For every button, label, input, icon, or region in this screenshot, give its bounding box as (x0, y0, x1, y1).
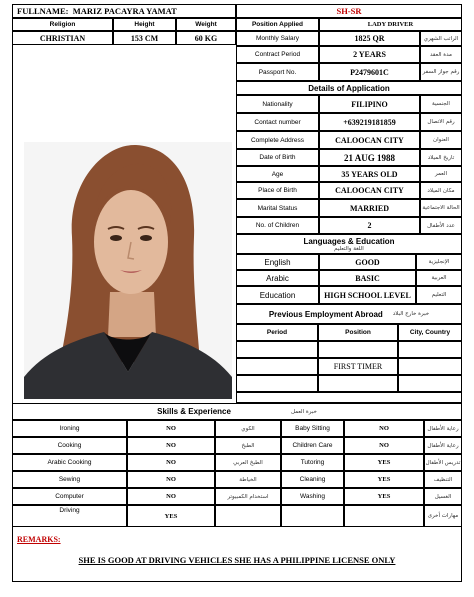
education-value: HIGH SCHOOL LEVEL (319, 286, 416, 304)
employment-cell (236, 341, 318, 358)
skill-babysitting-label: Baby Sitting (281, 420, 344, 437)
skill-childcare-value: NO (344, 437, 424, 454)
reference-code: SH-SR (236, 4, 462, 18)
height-value: 153 CM (113, 31, 176, 45)
passport-label: Passport No. (236, 63, 319, 81)
remarks-label: REMARKS: (17, 535, 61, 544)
remarks-text: SHE IS GOOD AT DRIVING VEHICLES SHE HAS A PHILIPPINE LICENSE ONLY (78, 555, 396, 565)
skill-cooking-label: Cooking (12, 437, 127, 454)
employment-title-arabic: خبرة خارج البلاد (392, 311, 430, 317)
languages-title: Languages & Education (303, 236, 395, 246)
employment-title: Previous Employment Abroad (268, 309, 383, 319)
city-country-header: City, Country (398, 324, 462, 341)
dob-value: 21 AUG 1988 (319, 149, 420, 166)
contract-label: Contract Period (236, 46, 319, 63)
skill-washing-value: YES (344, 488, 424, 505)
nationality-label: Nationality (236, 95, 319, 113)
skill-washing-label: Washing (281, 488, 344, 505)
skill-tutoring-label: Tutoring (281, 454, 344, 471)
english-label: English (236, 254, 319, 270)
skill-washing-arabic: الغسيل (424, 488, 462, 505)
skill-babysitting-arabic: رعاية الأطفال (424, 420, 462, 437)
marital-value: MARRIED (319, 199, 420, 217)
employment-cell (398, 358, 462, 375)
education-label: Education (236, 286, 319, 304)
contract-value: 2 YEARS (319, 46, 420, 63)
skill-other-arabic: مهارات أخرى (424, 505, 462, 527)
religion-header: Religion (12, 18, 113, 31)
skill-driving-arabic (215, 505, 281, 527)
english-value: GOOD (319, 254, 416, 270)
salary-arabic: الراتب الشهري (420, 31, 462, 46)
skill-ironing-value: NO (127, 420, 215, 437)
skill-tutoring-arabic: تدريس الأطفال (424, 454, 462, 471)
dob-label: Date of Birth (236, 149, 319, 166)
skill-arabic-cooking-label: Arabic Cooking (12, 454, 127, 471)
religion-value: CHRISTIAN (12, 31, 113, 45)
languages-title-arabic: اللغة والتعليم (334, 245, 364, 252)
marital-arabic: الحالة الاجتماعية (420, 199, 462, 217)
skills-title: Skills & Experience (157, 407, 231, 416)
salary-value: 1825 QR (319, 31, 420, 46)
position-label: Position Applied (236, 18, 319, 31)
employment-cell (236, 375, 318, 392)
fullname-label: FULLNAME: (17, 6, 69, 16)
skill-tutoring-value: YES (344, 454, 424, 471)
skill-arabic-cooking-value: NO (127, 454, 215, 471)
skill-cooking-value: NO (127, 437, 215, 454)
dob-arabic: تاريخ الميلاد (420, 149, 462, 166)
employment-title-cell (236, 304, 462, 324)
applicant-photo (24, 142, 232, 399)
nationality-arabic: الجنسية (420, 95, 462, 113)
children-label: No. of Children (236, 217, 319, 234)
salary-label: Monthly Salary (236, 31, 319, 46)
skill-cleaning-value: YES (344, 471, 424, 488)
skill-sewing-label: Sewing (12, 471, 127, 488)
employment-spacer (236, 392, 462, 403)
skill-driving-label: Driving (12, 505, 127, 527)
education-arabic: التعليم (416, 286, 462, 304)
contact-arabic: رقم الاتصال (420, 113, 462, 131)
arabic-arabic: العربية (416, 270, 462, 286)
skill-other-value (344, 505, 424, 527)
passport-value: P2479601C (319, 63, 420, 81)
skill-driving-value: YES (127, 505, 215, 527)
children-arabic: عدد الأطفال (420, 217, 462, 234)
skill-sewing-arabic: الخياطة (215, 471, 281, 488)
skill-computer-label: Computer (12, 488, 127, 505)
skill-other-label (281, 505, 344, 527)
position-header: Position (318, 324, 398, 341)
contact-label: Contact number (236, 113, 319, 131)
weight-header: Weight (176, 18, 236, 31)
arabic-value: BASIC (319, 270, 416, 286)
skill-childcare-label: Children Care (281, 437, 344, 454)
skill-computer-arabic: استخدام الكمبيوتر (215, 488, 281, 505)
skill-cleaning-arabic: التنظيف (424, 471, 462, 488)
address-arabic: العنوان (420, 131, 462, 149)
skill-sewing-value: NO (127, 471, 215, 488)
fullname-value: MARIZ PACAYRA YAMAT (72, 6, 177, 16)
employment-cell (318, 341, 398, 358)
employment-cell (236, 358, 318, 375)
contract-arabic: مدة العقد (420, 46, 462, 63)
age-value: 35 YEARS OLD (319, 166, 420, 182)
contact-value: +639219181859 (319, 113, 420, 131)
arabic-label: Arabic (236, 270, 319, 286)
skill-cleaning-label: Cleaning (281, 471, 344, 488)
height-header: Height (113, 18, 176, 31)
address-label: Complete Address (236, 131, 319, 149)
skills-title-arabic: خبرة العمل (290, 408, 317, 415)
skill-ironing-label: Ironing (12, 420, 127, 437)
weight-value: 60 KG (176, 31, 236, 45)
age-label: Age (236, 166, 319, 182)
skill-cooking-arabic: الطبخ (215, 437, 281, 454)
pob-label: Place of Birth (236, 182, 319, 199)
employment-cell (318, 375, 398, 392)
languages-title-cell (236, 234, 462, 254)
employment-cell (398, 341, 462, 358)
skills-title-cell (12, 403, 462, 420)
skill-arabic-cooking-arabic: الطبخ العربي (215, 454, 281, 471)
pob-arabic: مكان الميلاد (420, 182, 462, 199)
employment-entry: FIRST TIMER (318, 358, 398, 375)
age-arabic: العمر (420, 166, 462, 182)
nationality-value: FILIPINO (319, 95, 420, 113)
skill-babysitting-value: NO (344, 420, 424, 437)
position-value: LADY DRIVER (319, 18, 462, 31)
english-arabic: الإنجليزية (416, 254, 462, 270)
skill-childcare-arabic: رعاية الأطفال (424, 437, 462, 454)
fullname-cell (12, 4, 236, 18)
skill-computer-value: NO (127, 488, 215, 505)
marital-label: Marital Status (236, 199, 319, 217)
passport-arabic: رقم جواز السفر (420, 63, 462, 81)
period-header: Period (236, 324, 318, 341)
address-value: CALOOCAN CITY (319, 131, 420, 149)
children-value: 2 (319, 217, 420, 234)
skill-ironing-arabic: الكوي (215, 420, 281, 437)
pob-value: CALOOCAN CITY (319, 182, 420, 199)
employment-cell (398, 375, 462, 392)
details-title: Details of Application (236, 81, 462, 95)
